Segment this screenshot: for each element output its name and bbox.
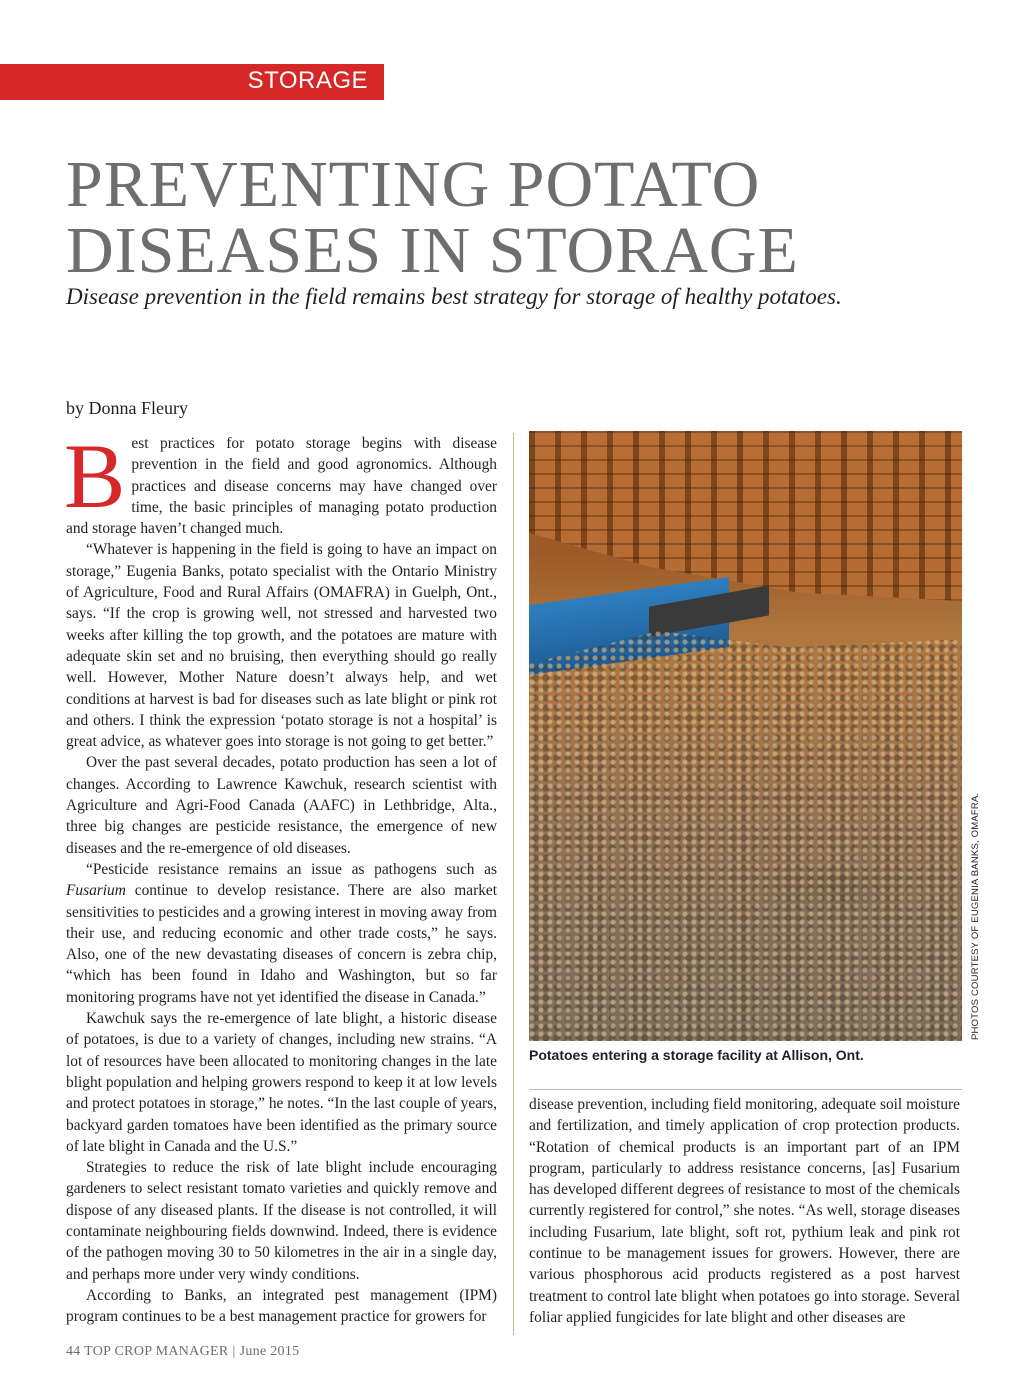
- article-headline: PREVENTING POTATO DISEASES IN STORAGE: [66, 148, 799, 287]
- photo-potato-pile: [529, 631, 962, 1041]
- paragraph-text: “Pesticide resistance remains an issue as pathogens such as: [86, 860, 497, 878]
- paragraph-text: est practices for potato storage begins with disease prevention in the field and good agronomics. Although practices and disease concerns may have changed over time, the basic principles of managing potato production and storage haven’t changed much.: [66, 435, 497, 538]
- paragraph: Over the past several decades, potato production has seen a lot of changes. According to Lawrence Kawchuk, research scientist with Agriculture and Agri-Food Canada (AAFC) in Lethbridge, Alta., three big changes are pesticide resistance, the emergence of new diseases and the re-emergence of old diseases.: [66, 754, 497, 857]
- publication-name: TOP CROP MANAGER: [84, 1344, 229, 1359]
- section-label: STORAGE: [247, 67, 368, 94]
- footer-separator: |: [232, 1344, 236, 1359]
- photo-ceiling-lines: [529, 431, 962, 601]
- page-footer: [66, 1344, 299, 1360]
- italic-term: Fusarium: [66, 882, 126, 900]
- paragraph: [64, 425, 497, 539]
- column-divider: [513, 433, 514, 1335]
- paragraph: Strategies to reduce the risk of late blight include encouraging gardeners to select resistant tomato varieties and quickly remove and dispose of any diseased plants. If the disease is not controlled, it will contaminate neighbouring fields downwind. Indeed, there is evidence of the pathogen moving 30 to 50 kilometres in the air in a single day, and perhaps more under very windy conditions.: [66, 1159, 497, 1283]
- body-column-left: [64, 425, 497, 1333]
- article-deck: Disease prevention in the field remains best strategy for storage of healthy potatoes.: [66, 284, 842, 309]
- byline: by Donna Fleury: [66, 398, 188, 418]
- photo-caption: Potatoes entering a storage facility at Allison, Ont.: [529, 1047, 864, 1063]
- paragraph: According to Banks, an integrated pest management (IPM) program continues to be a best management practice for growers for: [66, 1286, 497, 1326]
- paragraph-text: continue to develop resistance. There are also market sensitivities to pesticides and a growing interest in moving away from their use, and reducing economic and other trade costs,” he says. Also, one of the new devastating diseases of concern is zebra chip, “which has been found in Idaho and Washington, but so far monitoring programs have not yet identified the disease in Canada.”: [66, 882, 497, 1006]
- paragraph: disease prevention, including field monitoring, adequate soil moisture and fertilization, and timely application of crop protection products. “Rotation of chemical products is an important part of an IPM program, particularly to address resistance concerns, [as] Fusarium has developed different degrees of resistance to most of the chemicals currently registered for control,” she notes. “As well, storage diseases including Fusarium, late blight, soft rot, pythium leak and pink rot continue to be management issues for growers. However, there are various phosphorous acid products registered as a post harvest treatment to control late blight when potatoes go into storage. Several foliar applied fungicides for late blight and other diseases are: [529, 1096, 960, 1326]
- paragraph: Kawchuk says the re-emergence of late blight, a historic disease of potatoes, is due to a variety of changes, including new strains. “A lot of resources have been allocated to monitoring changes in the late blight population and helping growers respond to keep it at low levels and protect potatoes in storage,” he notes. “In the last couple of years, backyard garden tomatoes have been identified as the primary source of late blight in Canada and the U.S.”: [66, 1010, 497, 1155]
- paragraph: “Whatever is happening in the field is going to have an impact on storage,” Eugenia Banks, potato specialist with the Ontario Ministry of Agriculture, Food and Rural Affairs (OMAFRA) in Guelph, Ont., says. “If the crop is growing well, not stressed and harvested two weeks after killing the top growth, and the potatoes are mature with adequate skin set and no bruising, then everything should go really well. However, Mother Nature doesn’t always help, and wet conditions at harvest is bad for diseases such as late blight or pink rot and others. I think the expression ‘potato storage is not a hospital’ is great advice, as whatever goes into storage is not going to get better.”: [66, 541, 497, 751]
- section-banner: [0, 64, 384, 100]
- photo-credit: PHOTOS COURTESY OF EUGENIA BANKS, OMAFRA.: [970, 792, 981, 1040]
- potato-storage-photo: [529, 431, 962, 1041]
- paragraph: [66, 859, 497, 1008]
- caption-divider: [529, 1089, 962, 1090]
- page-number: 44: [66, 1344, 81, 1359]
- drop-cap: B: [64, 425, 126, 527]
- issue-date: June 2015: [239, 1344, 300, 1359]
- body-column-right: [529, 1094, 960, 1328]
